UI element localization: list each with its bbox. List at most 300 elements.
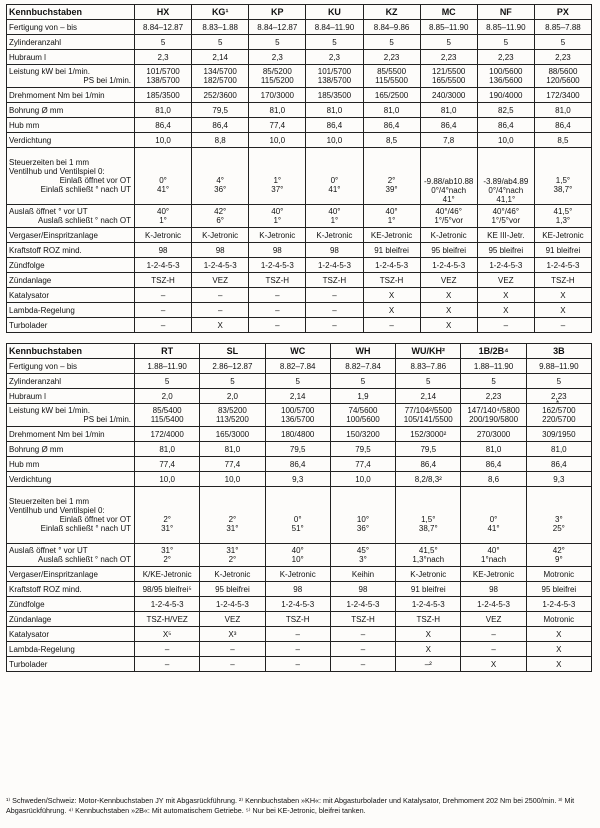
row-label <box>7 288 135 303</box>
cell-value: 81,0 <box>383 105 400 115</box>
cell-value: VEZ <box>224 614 241 624</box>
table-row <box>7 35 592 50</box>
row-label <box>7 103 135 118</box>
table-cell <box>306 258 363 273</box>
cell-value: 5 <box>503 37 509 47</box>
table-cell <box>420 133 477 148</box>
table-row <box>7 404 592 427</box>
table-row <box>7 642 592 657</box>
cell-value: 1-2-4-5-3 <box>317 260 351 270</box>
cell-value: TSZ-H <box>151 275 175 285</box>
cell-value: 42° <box>552 546 565 555</box>
table-cell <box>330 657 395 672</box>
cell-value: K-Jetronic <box>316 230 353 240</box>
table-cell <box>420 243 477 258</box>
row-label <box>7 567 135 582</box>
cell-value: 8,5 <box>557 135 569 145</box>
table-cell <box>363 118 420 133</box>
cell-value: -3.89/ab4.89 <box>483 177 529 186</box>
cell-value: 81,0 <box>551 444 567 454</box>
cell-value: K-Jetronic <box>145 230 182 240</box>
cell-value: 220/5700 <box>542 415 576 424</box>
cell-value: KE-Jetronic <box>542 230 584 240</box>
table-cell <box>461 427 526 442</box>
table-cell <box>461 627 526 642</box>
table-cell <box>200 544 265 567</box>
table-cell <box>192 318 249 333</box>
table-cell <box>330 427 395 442</box>
table-row <box>7 318 592 333</box>
cell-value: 0° <box>489 515 498 524</box>
cell-value: 81,0 <box>269 105 286 115</box>
cell-value: 240/3000 <box>432 90 466 100</box>
cell-value: 101/5700 <box>317 67 352 76</box>
table-cell <box>135 427 200 442</box>
cell-value: 42° <box>214 207 227 216</box>
cell-value: 5 <box>426 376 431 386</box>
cell-value: 115/5200 <box>260 76 294 85</box>
table-row <box>7 65 592 88</box>
cell-value: 81,0 <box>224 444 241 454</box>
cell-value: 86,4 <box>498 120 514 130</box>
table-cell <box>330 642 395 657</box>
table-cell <box>420 35 477 50</box>
cell-value: 98 <box>272 245 282 255</box>
cell-value: – <box>295 644 300 654</box>
row-label-line: Kraftstoff ROZ mind. <box>9 584 82 594</box>
table-cell <box>534 35 591 50</box>
cell-value: – <box>295 659 300 669</box>
cell-value: 79,5 <box>355 444 371 454</box>
cell-value: K-Jetronic <box>202 230 239 240</box>
row-label-line: Auslaß schließt ° nach OT <box>37 555 131 564</box>
cell-value: 2,3 <box>328 52 340 62</box>
table-cell <box>200 389 265 404</box>
cell-value: 185/3500 <box>146 90 180 100</box>
table-cell <box>306 88 363 103</box>
table-row <box>7 389 592 404</box>
cell-value: K-Jetronic <box>259 230 296 240</box>
table-cell <box>330 544 395 567</box>
table-cell <box>420 205 477 228</box>
cell-value: 100/5600 <box>346 415 380 424</box>
table-cell <box>330 404 395 427</box>
table-cell <box>192 88 249 103</box>
cell-value: 1°/5°vor <box>434 216 463 225</box>
cell-value: 36° <box>214 185 227 194</box>
cell-value: 100/5700 <box>281 406 315 415</box>
row-label <box>7 88 135 103</box>
cell-value: 5 <box>217 37 223 47</box>
cell-value: 77,4 <box>224 459 241 469</box>
cell-value: 2.86–12.87 <box>212 361 253 371</box>
cell-value: 45° <box>356 546 370 555</box>
cell-value: TSZ-H <box>265 275 290 285</box>
cell-value: 6° <box>216 216 225 225</box>
table-cell <box>249 65 306 88</box>
row-label <box>7 627 135 642</box>
table-cell <box>330 359 395 374</box>
table-cell <box>249 148 306 205</box>
cell-value: 41° <box>157 185 170 194</box>
cell-value: Motronic <box>543 569 575 579</box>
cell-value: – <box>332 290 337 300</box>
table-cell <box>306 103 363 118</box>
cell-value: 39° <box>385 185 398 194</box>
row-label-line: Ventilhub und Ventilspiel 0: <box>9 167 105 176</box>
column-header: 1B/2B⁴ <box>461 344 526 359</box>
row-label-line: Zündfolge <box>9 260 45 270</box>
cell-value: 77,4 <box>159 459 175 469</box>
table-cell <box>306 118 363 133</box>
table-cell <box>526 472 591 487</box>
cell-value: 8.84–12.87 <box>143 22 184 32</box>
cell-value: 3° <box>359 555 367 564</box>
row-label-line: Lambda-Regelung <box>9 305 75 315</box>
table-cell <box>306 303 363 318</box>
cell-value: X <box>556 659 562 669</box>
table-cell <box>265 544 330 567</box>
cell-value: 98/95 bleifrei⁵ <box>142 584 192 594</box>
row-label-line: Ventilhub und Ventilspiel 0: <box>9 506 105 515</box>
table-row <box>7 597 592 612</box>
table-cell <box>265 427 330 442</box>
table-cell <box>265 567 330 582</box>
table-cell <box>135 288 192 303</box>
cell-value: 172/3400 <box>546 90 580 100</box>
row-label <box>7 258 135 273</box>
cell-value: 9,3 <box>553 474 565 484</box>
table-cell <box>265 472 330 487</box>
cell-value: 2,0 <box>226 391 238 401</box>
column-header: HX <box>135 5 192 20</box>
table-cell <box>396 544 461 567</box>
table-cell <box>135 582 200 597</box>
table-cell <box>135 657 200 672</box>
cell-value: 138/5700 <box>146 76 180 85</box>
cell-value: 152/3000² <box>410 429 447 439</box>
cell-value: 40° <box>271 207 284 216</box>
row-label-line: Katalysator <box>9 629 50 639</box>
cell-value: 86,4 <box>420 459 437 469</box>
table-row <box>7 359 592 374</box>
table-cell <box>135 404 200 427</box>
row-label-line: Zylinderanzahl <box>9 37 62 47</box>
table-cell <box>396 472 461 487</box>
row-label-line: Einlaß öffnet vor OT <box>59 515 131 524</box>
cell-value: 91 bleifrei <box>410 584 446 594</box>
table-cell <box>526 597 591 612</box>
row-label-line: Bohrung Ø mm <box>9 105 64 115</box>
cell-value <box>528 506 590 515</box>
table-cell <box>135 472 200 487</box>
table-cell <box>420 148 477 205</box>
cell-value: K-Jetronic <box>279 569 316 579</box>
table-row <box>7 258 592 273</box>
footnotes: ¹⁾ Schweden/Schweiz: Motor-Kennbuchstaben JY mit Abgasrückführung. ²⁾ Kennbuchstaben »KH«: mit Abgasturbolader und Katalysator, Drehmoment 202 Nm bei 2500/min. ³⁾ Mit Abgasrückführung. ⁴⁾ Kennbuchstaben »2B«: Mit automatischem Getriebe. ⁵⁾ Nur bei KE-Jetronic, bleifrei tanken. <box>6 796 575 815</box>
cell-value: 40° <box>385 207 398 216</box>
row-label <box>7 118 135 133</box>
cell-value: TSZ-H <box>351 614 375 624</box>
table-cell <box>477 303 534 318</box>
cell-value: 31° <box>161 546 174 555</box>
table-cell <box>420 258 477 273</box>
cell-value: 40°/46° <box>435 207 462 216</box>
cell-value: 1,3° <box>555 216 571 225</box>
row-label-line: Bohrung Ø mm <box>9 444 64 454</box>
cell-value: X⁵ <box>162 629 172 639</box>
cell-value: 270/3000 <box>476 429 511 439</box>
cell-value: 9.88–11.90 <box>539 361 579 371</box>
cell-value: X <box>556 629 562 639</box>
table-cell <box>420 318 477 333</box>
cell-value: 5 <box>446 37 451 47</box>
table-cell <box>330 487 395 544</box>
table-cell <box>135 148 192 205</box>
table-cell <box>461 374 526 389</box>
cell-value: 0°/4°nach <box>431 186 467 195</box>
table-cell <box>534 20 591 35</box>
cell-value: – <box>217 290 223 300</box>
cell-value: 1° <box>330 216 339 225</box>
cell-value: X <box>446 320 452 330</box>
cell-value: 0°/4°nach <box>488 186 524 195</box>
table-cell <box>526 374 591 389</box>
table-cell <box>135 228 192 243</box>
row-label <box>7 374 135 389</box>
table-cell <box>534 65 591 88</box>
cell-value: 1-2-4-5-3 <box>546 260 580 270</box>
row-label <box>7 442 135 457</box>
table-cell <box>135 612 200 627</box>
cell-value <box>136 506 198 515</box>
cell-value: VEZ <box>212 275 228 285</box>
cell-value: 40°/46° <box>492 207 520 216</box>
cell-value: 38,7° <box>418 524 438 533</box>
cell-value: VEZ <box>498 275 514 285</box>
cell-value: X <box>490 659 497 669</box>
table-cell <box>135 318 192 333</box>
table-cell <box>200 457 265 472</box>
cell-value: 2,23 <box>485 391 502 401</box>
table-cell <box>265 442 330 457</box>
cell-value: –² <box>424 659 432 669</box>
table-cell <box>192 205 249 228</box>
table-cell <box>249 133 306 148</box>
cell-value: K-Jetronic <box>410 569 447 579</box>
table-row <box>7 487 592 544</box>
table-cell <box>526 612 591 627</box>
row-label-line: Kraftstoff ROZ mind. <box>9 245 82 255</box>
cell-value: 1-2-4-5-3 <box>542 599 576 609</box>
table-cell <box>265 487 330 544</box>
table-cell <box>249 103 306 118</box>
cell-value: TSZ-H <box>551 275 575 285</box>
table-cell <box>306 273 363 288</box>
table-row <box>7 657 592 672</box>
table-row <box>7 273 592 288</box>
table-cell <box>249 318 306 333</box>
cell-value: 1,5° <box>421 515 436 524</box>
table-cell <box>135 273 192 288</box>
row-label-line: Turbolader <box>9 320 48 330</box>
cell-value: 1,3°nach <box>412 555 445 564</box>
table-cell <box>135 88 192 103</box>
cell-value <box>462 497 524 506</box>
cell-value: 10° <box>291 555 304 564</box>
cell-value: 51° <box>291 524 304 533</box>
cell-value: 86,4 <box>326 120 343 130</box>
cell-value: – <box>491 629 496 639</box>
row-label <box>7 50 135 65</box>
cell-value: 147/140⁴/5800 <box>467 406 520 415</box>
table-cell <box>249 288 306 303</box>
table-cell <box>461 597 526 612</box>
cell-value: 1-2-4-5-3 <box>260 260 294 270</box>
cell-value: 98 <box>158 245 168 255</box>
cell-value: X <box>388 305 395 315</box>
row-label <box>7 642 135 657</box>
column-header: KZ <box>363 5 420 20</box>
cell-value: 40° <box>291 546 304 555</box>
row-label <box>7 65 135 88</box>
cell-value: – <box>275 320 280 330</box>
table-cell <box>477 88 534 103</box>
table-cell <box>135 597 200 612</box>
cell-value: 95 bleifrei <box>488 245 524 255</box>
table-cell <box>249 228 306 243</box>
table-cell <box>265 359 330 374</box>
table-cell <box>265 389 330 404</box>
cell-value: 41° <box>442 195 455 204</box>
cell-value: 95 bleifrei <box>431 245 467 255</box>
cell-value: 86,4 <box>485 459 502 469</box>
table-cell <box>192 118 249 133</box>
table-cell <box>306 243 363 258</box>
row-label <box>7 243 135 258</box>
row-label <box>7 472 135 487</box>
row-label <box>7 228 135 243</box>
table-cell <box>192 228 249 243</box>
table-cell <box>534 288 591 303</box>
row-label-line: Lambda-Regelung <box>9 644 75 654</box>
cell-value: 2,23 <box>555 52 571 62</box>
cell-value: 2,14 <box>212 52 228 62</box>
cell-value: TSZ-H <box>379 275 404 285</box>
cell-value <box>250 158 304 167</box>
cell-value: 86,4 <box>289 459 306 469</box>
cell-value: – <box>160 290 166 300</box>
table-row <box>7 374 592 389</box>
table-cell <box>526 627 591 642</box>
table-cell <box>135 374 200 389</box>
table-cell <box>135 20 192 35</box>
cell-value <box>136 158 190 167</box>
table-cell <box>192 20 249 35</box>
cell-value: 134/5700 <box>203 67 237 76</box>
cell-value: 40° <box>328 207 341 216</box>
row-label <box>7 20 135 35</box>
cell-value: 170/3000 <box>260 90 294 100</box>
table-cell <box>306 148 363 205</box>
table-row <box>7 205 592 228</box>
table-cell <box>306 205 363 228</box>
cell-value <box>250 167 304 176</box>
table-cell <box>135 65 192 88</box>
table-cell <box>363 133 420 148</box>
table-cell <box>534 273 591 288</box>
row-label <box>7 273 135 288</box>
cell-value: 1-2-4-5-3 <box>150 599 184 609</box>
table-cell <box>534 88 591 103</box>
cell-value: K-Jetronic <box>430 230 467 240</box>
table-cell <box>265 374 330 389</box>
table-cell <box>534 243 591 258</box>
row-label-line: Hub mm <box>9 120 40 130</box>
table-cell <box>461 612 526 627</box>
cell-value: 1.88–11.90 <box>473 361 514 371</box>
cell-value: 88/5600 <box>548 67 578 76</box>
cell-value: 83/5200 <box>217 406 247 415</box>
table-cell <box>135 487 200 544</box>
cell-value: 2° <box>387 176 396 185</box>
row-label-line: Turbolader <box>9 659 48 669</box>
row-label-line: Zylinderanzahl <box>9 376 62 386</box>
table-cell <box>200 374 265 389</box>
table-row <box>7 243 592 258</box>
cell-value: X <box>556 644 562 654</box>
table-cell <box>265 642 330 657</box>
table-cell <box>363 148 420 205</box>
table-cell <box>306 50 363 65</box>
cell-value: X <box>388 290 395 300</box>
table-cell <box>461 642 526 657</box>
table-cell <box>200 442 265 457</box>
cell-value: 10° <box>356 515 370 524</box>
table-cell <box>363 50 420 65</box>
table-cell <box>534 148 591 205</box>
cell-value: 1°/5°vor <box>491 216 521 225</box>
table-cell <box>265 457 330 472</box>
cell-value: 1-2-4-5-3 <box>432 260 466 270</box>
cell-value: – <box>164 659 170 669</box>
table-cell <box>200 359 265 374</box>
table-cell <box>265 627 330 642</box>
cell-value: 1-2-4-5-3 <box>215 599 249 609</box>
cell-value: 165/3000 <box>215 429 250 439</box>
table-cell <box>363 243 420 258</box>
cell-value: 5 <box>295 376 300 386</box>
cell-value: 8.82–7.84 <box>345 361 381 371</box>
table-cell <box>200 472 265 487</box>
table-row <box>7 582 592 597</box>
cell-value: 10,0 <box>269 135 286 145</box>
cell-value: – <box>503 320 509 330</box>
table-cell <box>461 582 526 597</box>
table-cell <box>200 427 265 442</box>
table-cell <box>420 103 477 118</box>
table-cell <box>363 318 420 333</box>
cell-value: X <box>446 290 452 300</box>
row-label <box>7 205 135 228</box>
cell-value: 5 <box>556 376 562 386</box>
cell-value: 115/5500 <box>375 76 408 85</box>
asterisk-mark: * <box>556 399 560 408</box>
table-cell <box>534 118 591 133</box>
table-cell <box>396 612 461 627</box>
cell-value: 115/5400 <box>150 415 184 424</box>
row-label <box>7 404 135 427</box>
